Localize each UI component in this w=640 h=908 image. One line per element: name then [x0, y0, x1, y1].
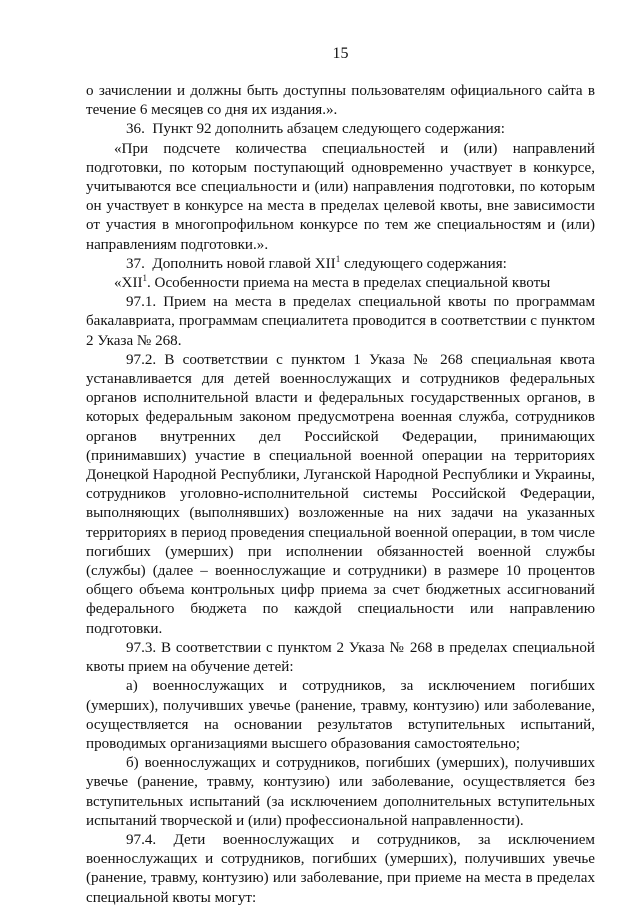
paragraph-97-3-a: а) военнослужащих и сотрудников, за исключением погибших (умерших), получивших увечье (ранение, травму, контузию) или заболевание, осуществляется на основании результатов вступительных испытаний, проводимых организациями высшего образования самостоятельно; [86, 678, 595, 752]
chapter-heading-text: «XII [114, 275, 143, 292]
paragraph-item-37 [86, 255, 595, 274]
item-37-text-after: следующего содержания: [340, 255, 507, 272]
paragraph-97-3-b: б) военнослужащих и сотрудников, погибших (умерших), получивших увечье (ранение, травму, контузию) или заболевание, осуществляется без вступительных испытаний (за исключением дополнительных вступительных испытаний творческой и (или) профессиональной направленности). [86, 755, 595, 829]
paragraph-97-3: 97.3. В соответствии с пунктом 2 Указа № 268 в пределах специальной квоты прием на обучение детей: [86, 639, 595, 676]
paragraph-97-1: 97.1. Прием на места в пределах специальной квоты по программам бакалавриата, программам специалитета проводится в соответствии с пунктом 2 Указа № 268. [86, 294, 595, 349]
page-number: 15 [332, 45, 349, 62]
paragraph-97-2: 97.2. В соответствии с пунктом 1 Указа № 268 специальная квота устанавливается для детей военнослужащих и сотрудников федеральных органов исполнительной власти и федеральных государственных органов, в которых федеральным законом предусмотрена военная служба, сотрудников органов внутренних дел Российской Федерации, принимающих (принимавших) участие в специальной военной операции на территориях Донецкой Народной Республики, Луганской Народной Республики и Украины, сотрудников уголовно-исполнительной системы Российской Федерации, выполняющих (выполнявших) возложенные на них задачи на указанных территориях в период проведения специальной военной операции, в том числе погибших (умерших) при исполнении обязанностей военной службы (службы) (далее – военнослужащие и сотрудники) в размере 10 процентов общего объема контрольных цифр приема за счет бюджетных ассигнований федерального бюджета по каждой специальности или направлению подготовки. [86, 351, 595, 637]
chapter-heading-superscript: 1 [142, 273, 147, 283]
paragraph-quote-podschet: «При подсчете количества специальностей и (или) направлений подготовки, по которым поступающий одновременно участвует в конкурсе, учитываются все специальности и (или) направления подготовки, по которым он участвует в конкурсе на места в пределах целевой квоты, вне зависимости от участия в многопрофильном конкурсе по тем же специальностям и (или) направлениям подготовки.». [86, 140, 595, 253]
chapter-heading-text-after: . Особенности приема на места в пределах специальной квоты [147, 275, 551, 292]
paragraph-97-4: 97.4. Дети военнослужащих и сотрудников, за исключением военнослужащих и сотрудников, погибших (умерших), получивших увечье (ранение, травму, контузию) или заболевание, при приеме на места в пределах специальной квоты могут: [86, 831, 595, 906]
item-37-text: 37. Дополнить новой главой XII [126, 255, 336, 272]
paragraph-item-36: 36. Пункт 92 дополнить абзацем следующего содержания: [126, 121, 505, 138]
paragraph-zachislenie: о зачислении и должны быть доступны пользователям официального сайта в течение 6 месяцев со дня их издания.». [86, 83, 595, 119]
chapter-heading-xii1 [86, 274, 595, 293]
item-37-superscript: 1 [335, 253, 341, 264]
document-page [86, 44, 595, 908]
